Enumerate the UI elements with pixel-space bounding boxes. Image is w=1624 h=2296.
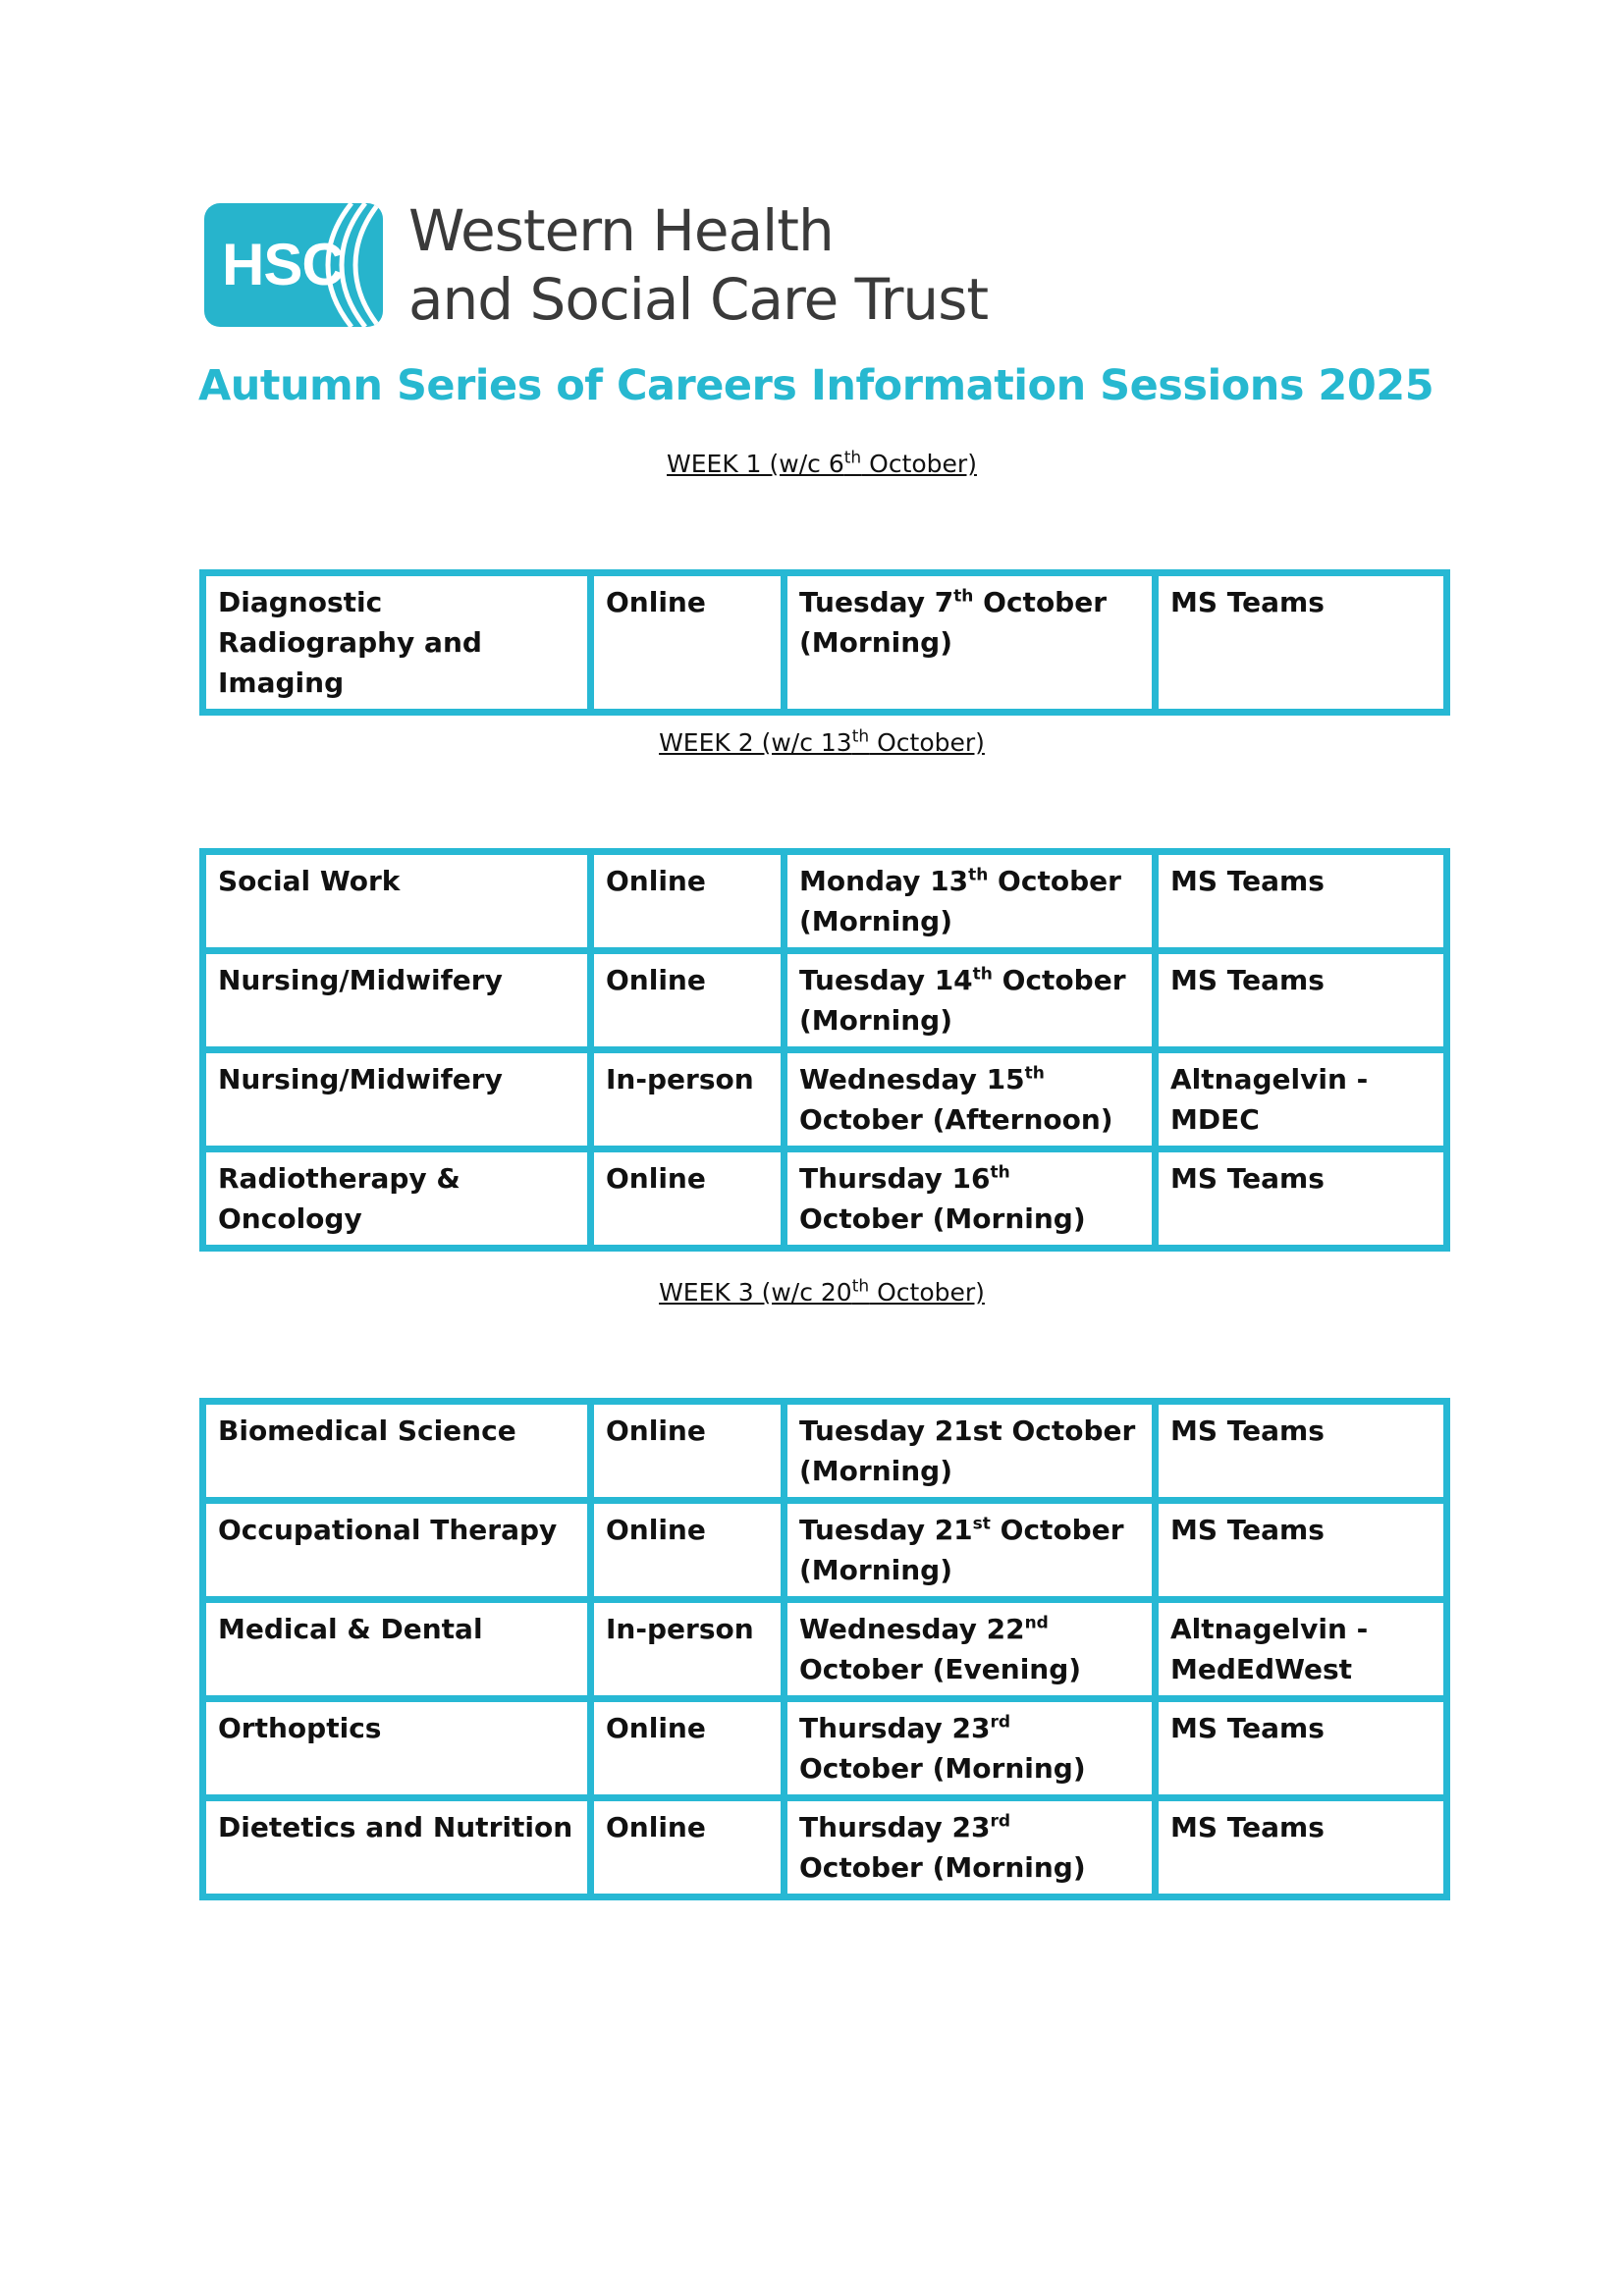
session-date-sup: st <box>972 1514 991 1534</box>
session-date-sup: nd <box>1024 1613 1049 1633</box>
table-row <box>203 951 1447 1050</box>
session-venue: MS Teams <box>1156 1149 1447 1249</box>
table-row <box>203 1798 1447 1897</box>
session-date <box>785 573 1156 713</box>
week-heading-sup: th <box>851 1276 870 1297</box>
session-date-sup: rd <box>990 1811 1011 1832</box>
session-subject: Nursing/Midwifery <box>203 1050 591 1149</box>
session-mode: Online <box>591 951 785 1050</box>
session-date <box>785 1699 1156 1798</box>
session-mode: Online <box>591 852 785 951</box>
session-subject: Orthoptics <box>203 1699 591 1798</box>
session-venue: MS Teams <box>1156 1699 1447 1798</box>
table-row <box>203 573 1447 713</box>
table-row <box>203 1501 1447 1600</box>
table-row <box>203 852 1447 951</box>
session-date-sup: th <box>953 586 974 607</box>
table-row <box>203 1149 1447 1249</box>
session-mode: In-person <box>591 1050 785 1149</box>
session-date <box>785 852 1156 951</box>
session-date-pre: Wednesday 15 <box>799 1063 1025 1095</box>
session-date-sup: th <box>968 865 989 885</box>
session-date-pre: Thursday 23 <box>799 1811 991 1843</box>
hsc-logo <box>204 197 989 333</box>
week-heading <box>0 1278 1624 1307</box>
table-row <box>203 1699 1447 1798</box>
session-venue: MS Teams <box>1156 573 1447 713</box>
week-heading-sup: th <box>851 726 870 747</box>
session-subject: Nursing/Midwifery <box>203 951 591 1050</box>
session-mode: Online <box>591 1149 785 1249</box>
session-date-post: October (Morning) <box>799 1514 1124 1586</box>
session-date-sup: th <box>972 964 993 985</box>
week-heading-post: October) <box>869 728 985 757</box>
session-date-sup: th <box>1024 1063 1045 1084</box>
schedule-table <box>199 848 1450 1252</box>
session-date-pre: Tuesday 14 <box>799 964 973 996</box>
session-date-post: October (Morning) <box>799 1202 1086 1235</box>
session-venue: MS Teams <box>1156 951 1447 1050</box>
session-date <box>785 951 1156 1050</box>
schedule-table <box>199 1398 1450 1900</box>
session-subject: Medical & Dental <box>203 1600 591 1699</box>
session-mode: Online <box>591 573 785 713</box>
session-venue: MS Teams <box>1156 1402 1447 1501</box>
session-subject: Dietetics and Nutrition <box>203 1798 591 1897</box>
week-heading-pre: WEEK 3 (w/c 20 <box>659 1278 852 1307</box>
session-date <box>785 1798 1156 1897</box>
session-subject: Radiotherapy & Oncology <box>203 1149 591 1249</box>
session-date-pre: Wednesday 22 <box>799 1613 1025 1645</box>
session-subject: Biomedical Science <box>203 1402 591 1501</box>
session-date-post: October (Morning) <box>799 1851 1086 1884</box>
session-date-post: October (Afternoon) <box>799 1103 1113 1136</box>
session-date-pre: Monday 13 <box>799 865 969 897</box>
session-date-pre: Thursday 23 <box>799 1712 991 1744</box>
session-subject: Social Work <box>203 852 591 951</box>
session-date-post: October (Morning) <box>799 964 1126 1037</box>
session-mode: Online <box>591 1699 785 1798</box>
session-date <box>785 1402 1156 1501</box>
week-heading-post: October) <box>869 1278 985 1307</box>
session-date-post: October (Morning) <box>799 586 1108 659</box>
table-row <box>203 1402 1447 1501</box>
table-row <box>203 1600 1447 1699</box>
session-date-pre: Thursday 16 <box>799 1162 991 1195</box>
week-heading <box>0 728 1624 757</box>
session-date-pre: Tuesday 21 <box>799 1514 973 1546</box>
session-date-post: October (Morning) <box>799 1752 1086 1785</box>
week-heading-post: October) <box>861 450 977 478</box>
logo-badge-text: HSC <box>222 232 344 297</box>
session-date <box>785 1600 1156 1699</box>
session-venue: MS Teams <box>1156 1501 1447 1600</box>
session-date <box>785 1501 1156 1600</box>
week-heading <box>0 450 1624 478</box>
session-venue: Altnagelvin - MDEC <box>1156 1050 1447 1149</box>
session-venue: Altnagelvin - MedEdWest <box>1156 1600 1447 1699</box>
week-heading-pre: WEEK 2 (w/c 13 <box>659 728 852 757</box>
table-row <box>203 1050 1447 1149</box>
hsc-badge-icon <box>204 203 383 327</box>
session-date-sup: rd <box>990 1712 1011 1733</box>
session-mode: Online <box>591 1402 785 1501</box>
session-mode: In-person <box>591 1600 785 1699</box>
session-date-post: October (Morning) <box>799 865 1121 937</box>
session-date <box>785 1050 1156 1149</box>
session-mode: Online <box>591 1501 785 1600</box>
session-date <box>785 1149 1156 1249</box>
logo-line-1: Western Health <box>408 197 834 264</box>
session-subject: Diagnostic Radiography and Imaging <box>203 573 591 713</box>
session-venue: MS Teams <box>1156 1798 1447 1897</box>
schedule-table <box>199 569 1450 716</box>
logo-line-2: and Social Care Trust <box>408 266 989 333</box>
session-mode: Online <box>591 1798 785 1897</box>
week-heading-sup: th <box>843 448 862 468</box>
session-date-pre: Tuesday 7 <box>799 586 954 618</box>
session-date-pre: Tuesday 21st October (Morning) <box>799 1415 1136 1487</box>
session-venue: MS Teams <box>1156 852 1447 951</box>
session-date-post: October (Evening) <box>799 1653 1082 1685</box>
document-title: Autumn Series of Careers Information Sessions 2025 <box>198 361 1435 410</box>
week-heading-pre: WEEK 1 (w/c 6 <box>667 450 844 478</box>
logo-wordmark <box>408 196 988 334</box>
session-subject: Occupational Therapy <box>203 1501 591 1600</box>
session-date-sup: th <box>990 1162 1010 1183</box>
